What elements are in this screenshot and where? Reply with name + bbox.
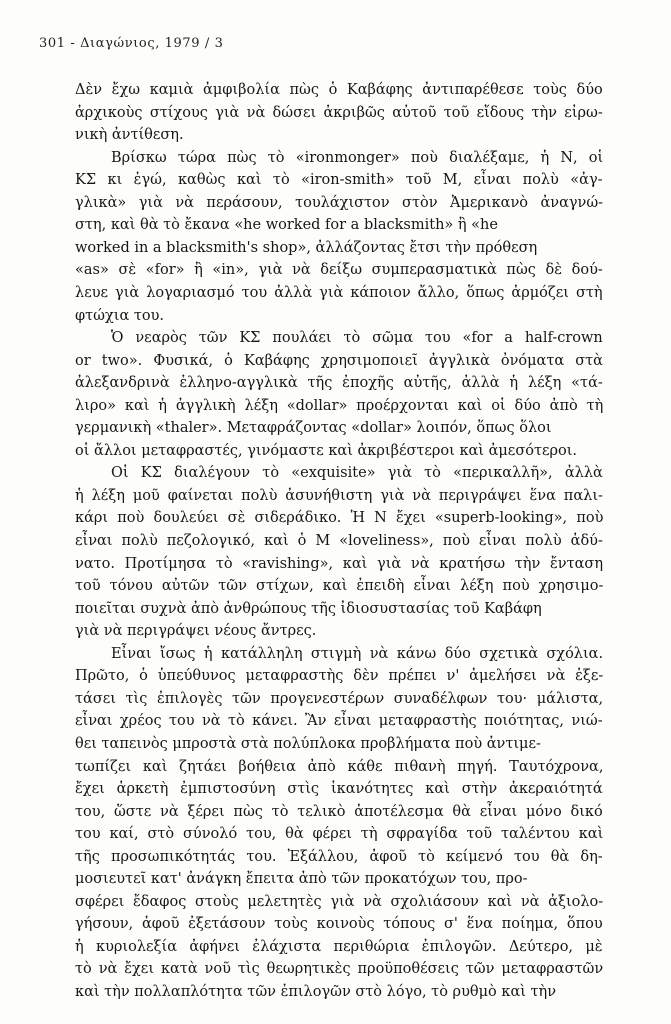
text-line: τωπίζει καὶ ζητάει βοήθεια ἀπὸ κάθε πιθανὴ πηγή. Ταυτόχρονα, [75,758,604,775]
text-line: θει ταπεινὸς μπροστὰ στὰ πολύπλοκα προβλήματα ποὺ ἀντιμε- [75,735,541,752]
text-line: ἀλεξανδρινὰ ἑλληνο-αγγλικὰ τῆς ἐποχῆς αὐτῆς, ἀλλὰ ἡ λέξη «τά- [75,375,603,392]
text-line: τῆς προσωπικότητάς του. Ἐξάλλου, ἀφοῦ τὸ κείμενό του θὰ δη- [75,848,603,865]
text-line: τὸ νὰ ἔχει κατὰ νοῦ τὶς θεωρητικὲς προϋποθέσεις τῶν μεταφραστῶν [75,961,604,978]
text-line: ἀρχικοὺς στίχους γιὰ νὰ δώσει ἀκριβῶς αὐτοῦ τοῦ εἴδους τὴν εἰρω- [75,104,603,121]
text-line: ἔχει ἀρκετὴ ἐμπιστοσύνη στὶς ἱκανότητες καὶ στὴν ἀκεραιότητά [75,781,603,798]
text-line: εἶναι χρέος του νὰ τὸ κάνει. Ἂν εἶναι μεταφραστὴς ποιότητας, νιώ- [75,713,603,730]
text-line: νικὴ ἀντίθεση. [75,127,184,144]
text-line: Ὁ νεαρὸς τῶν ΚΣ πουλάει τὸ σῶμα του «for a half-crown [111,330,603,347]
text-line: του καί, στὸ σύνολό του, θὰ φέρει τὴ σφραγίδα τοῦ ταλέντου καὶ [75,826,604,843]
text-line: λευε γιὰ λογαριασμό του ἀλλὰ γιὰ κάποιον ἄλλο, ὅπως ἁρμόζει στὴ [75,284,603,301]
text-line: γερμανικὴ «thaler». Μεταφράζοντας «dollar» λοιπόν, ὅπως ὅλοι [75,420,552,437]
text-line: σφέρει ἔδαφος στοὺς μελετητὲς γιὰ νὰ σχολιάσουν καὶ νὰ ἀξιολο- [75,893,604,910]
text-line: νατο. Προτίμησα τὸ «ravishing», καὶ γιὰ νὰ κρατήσω τὴν ἔνταση [75,555,604,572]
text-line: ἡ κυριολεξία ἀφήνει ἐλάχιστα περιθώρια ἐπιλογῶν. Δεύτερο, μὲ [75,938,603,955]
text-line: κάρι ποὺ δουλεύει σὲ σιδεράδικο. Ἡ Ν ἔχει «superb-looking», ποὺ [75,510,604,527]
text-line: γήσουν, ἀφοῦ ἐξετάσουν τοὺς κοινοὺς τόπους σ' ἕνα ποίημα, ὅπου [75,916,603,933]
text-line: τοῦ τόνου αὐτῶν τῶν στίχων, καὶ ἐπειδὴ εἶναι λέξη ποὺ χρησιμο- [75,578,604,595]
text-line: φτώχια του. [75,307,165,324]
text-line: Εἶναι ἴσως ἡ κατάλληλη στιγμὴ νὰ κάνω δύο σχετικὰ σχόλια. [111,645,604,662]
text-line: τάσει τὶς ἐπιλογὲς τῶν προγενεστέρων συναδέλφων του· μάλιστα, [75,690,604,707]
text-line: Βρίσκω τώρα πὼς τὸ «ironmonger» ποὺ διαλέξαμε, ἡ Ν, οἱ [111,149,604,166]
text-line: καὶ τὴν πολλαπλότητα τῶν ἐπιλογῶν στὸ λόγο, τὸ ρυθμὸ καὶ τὴν [75,984,557,1000]
text-line: ἡ λέξη μοῦ φαίνεται πολὺ ἀσυνήθιστη γιὰ νὰ περιγράψει ἕνα παλι- [75,487,603,504]
text-line: μοσιευτεῖ κατ' ἀνάγκη ἔπειτα ἀπὸ τῶν προκατόχων του, προ- [75,871,528,888]
text-line: του, ὥστε νὰ ξέρει πὼς τὸ τελικὸ ἀποτέλεσμα θὰ εἶναι μόνο δικό [75,803,603,820]
text-line: worked in a blacksmith's shop», ἀλλάζοντας ἔτσι τὴν πρόθεση [75,239,538,256]
text-line: λιρο» καὶ ἡ ἀγγλικὴ λέξη «dollar» προέρχονται καὶ οἱ δύο ἀπὸ τὴ [75,397,604,414]
text-line: εἶναι πολὺ πεζολογικό, καὶ ὁ Μ «loveliness», ποὺ εἶναι πολὺ ἀδύ- [75,533,603,549]
text-line: Πρῶτο, ὁ ὑπεύθυνος μεταφραστὴς δὲν πρέπει ν' ἀμελήσει νὰ ἐξε- [75,668,604,685]
text-line: or two». Φυσικά, ὁ Καβάφης χρησιμοποιεῖ ἀγγλικὰ ὀνόματα στὰ [75,352,603,369]
text-line: γλικὰ» γιὰ νὰ περάσουν, τουλάχιστον στὸν Ἀμερικανὸ ἀναγνώ- [75,194,604,211]
text-line: Οἱ ΚΣ διαλέγουν τὸ «exquisite» γιὰ τὸ «περικαλλῆ», ἀλλὰ [111,465,603,482]
text-line: οἱ ἄλλοι μεταφραστές, γινόμαστε καὶ ἀκριβέστεροι καὶ ἀμεσότεροι. [75,442,578,459]
text-line: ποιεῖται συχνὰ ἀπὸ ἀνθρώπους τῆς ἰδιοσυστασίας τοῦ Καβάφη [75,600,542,617]
text-line: ΚΣ κι ἐγώ, καθὼς καὶ τὸ «iron-smith» τοῦ Μ, εἶναι πολὺ «ἀγ- [75,172,603,189]
running-header: 301 - Διαγώνιος, 1979 / 3 [39,36,224,51]
text-line: Δὲν ἔχω καμιὰ ἀμφιβολία πὼς ὁ Καβάφης ἀντιπαρέθεσε τοὺς δύο [75,82,603,98]
text-line: στη, καὶ θὰ τὸ ἔκανα «he worked for a blacksmith» ἢ «he [75,217,498,234]
text-line: «as» σὲ «for» ἢ «in», γιὰ νὰ δείξω συμπερασματικὰ πὼς δὲ δού- [75,262,603,279]
text-line: γιὰ νὰ περιγράψει νέους ἄντρες. [75,623,317,640]
